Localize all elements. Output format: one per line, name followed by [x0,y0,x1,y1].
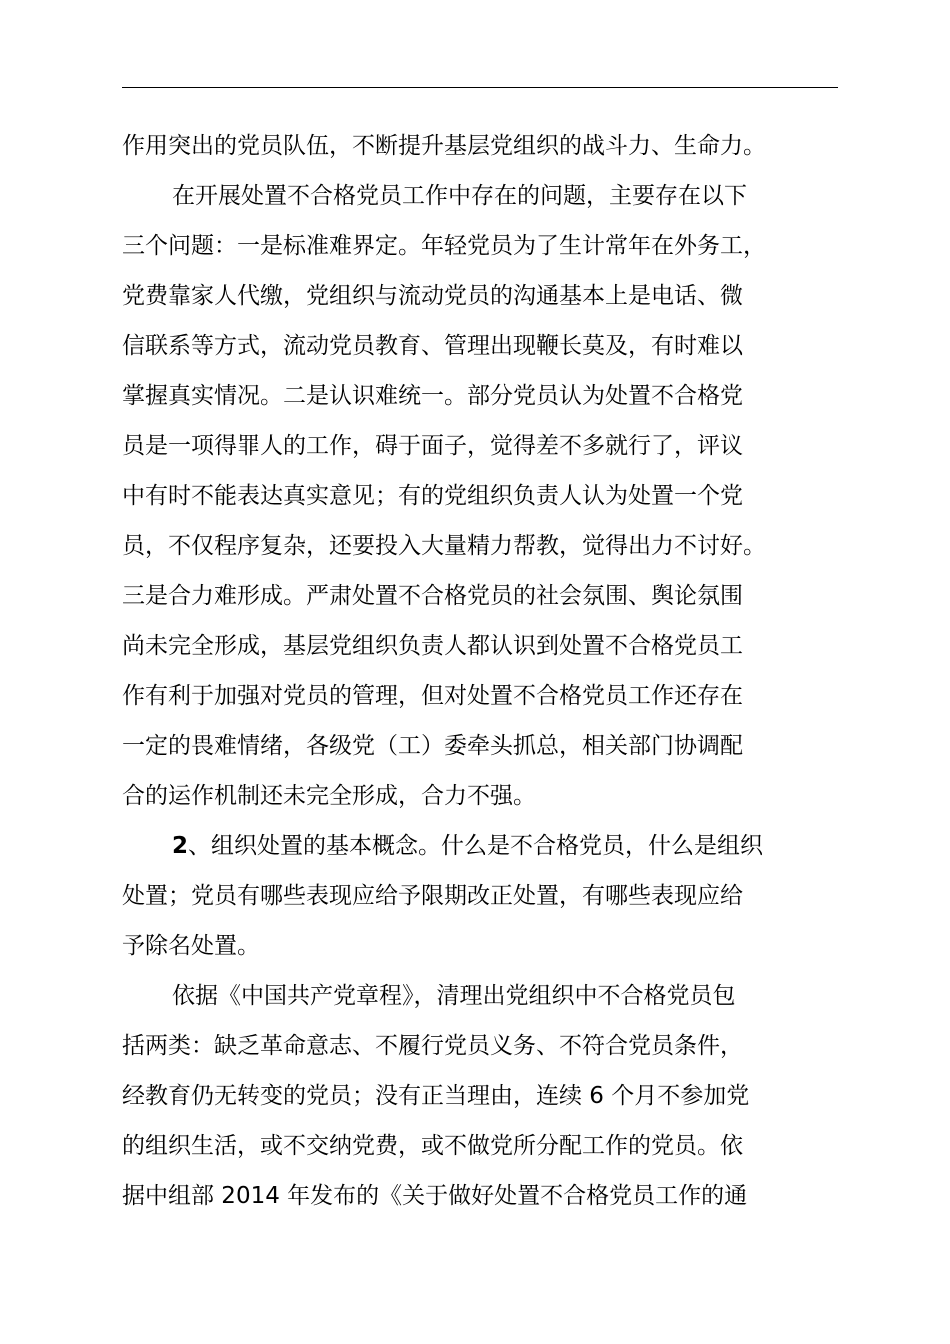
text-line: 经教育仍无转变的党员；没有正当理由，连续 6 个月不参加党 [122,1083,750,1109]
text-line: 三个问题：一是标准难界定。年轻党员为了生计常年在外务工， [122,233,766,259]
section-number: 2 [172,833,189,859]
section-heading-line [122,821,838,871]
section-heading-text: 组织处置的基本概念。什么是不合格党员，什么是组织 [211,833,764,859]
text-line: 予除名处置。 [122,933,260,959]
section-separator: 、 [188,833,212,859]
text-line: 的组织生活，或不交纳党费，或不做党所分配工作的党员。依 [122,1133,743,1159]
paragraph-first-line: 在开展处置不合格党员工作中存在的问题，主要存在以下 [172,183,747,209]
text-line: 员是一项得罪人的工作，碍于面子，觉得差不多就行了，评议 [122,433,743,459]
document-body [122,121,838,1221]
text-line: 作有利于加强对党员的管理，但对处置不合格党员工作还存在 [122,683,743,709]
text-line: 合的运作机制还未完全形成，合力不强。 [122,783,536,809]
text-line: 处置；党员有哪些表现应给予限期改正处置，有哪些表现应给 [122,883,743,909]
text-line: 员，不仅程序复杂，还要投入大量精力帮教，觉得出力不讨好。 [122,533,766,559]
text-line: 三是合力难形成。严肃处置不合格党员的社会氛围、舆论氛围 [122,583,743,609]
header-rule [122,87,838,88]
text-line: 掌握真实情况。二是认识难统一。部分党员认为处置不合格党 [122,383,743,409]
paragraph-first-line: 依据《中国共产党章程》，清理出党组织中不合格党员包 [172,983,736,1009]
text-line: 信联系等方式，流动党员教育、管理出现鞭长莫及，有时难以 [122,333,743,359]
text-line: 中有时不能表达真实意见；有的党组织负责人认为处置一个党 [122,483,743,509]
text-line: 尚未完全形成，基层党组织负责人都认识到处置不合格党员工 [122,633,743,659]
text-line: 据中组部 2014 年发布的《关于做好处置不合格党员工作的通 [122,1183,748,1209]
text-line: 括两类：缺乏革命意志、不履行党员义务、不符合党员条件， [122,1033,743,1059]
text-line: 一定的畏难情绪，各级党（工）委牵头抓总，相关部门协调配 [122,733,743,759]
text-line: 党费靠家人代缴，党组织与流动党员的沟通基本上是电话、微 [122,283,743,309]
text-line: 作用突出的党员队伍，不断提升基层党组织的战斗力、生命力。 [122,133,766,159]
